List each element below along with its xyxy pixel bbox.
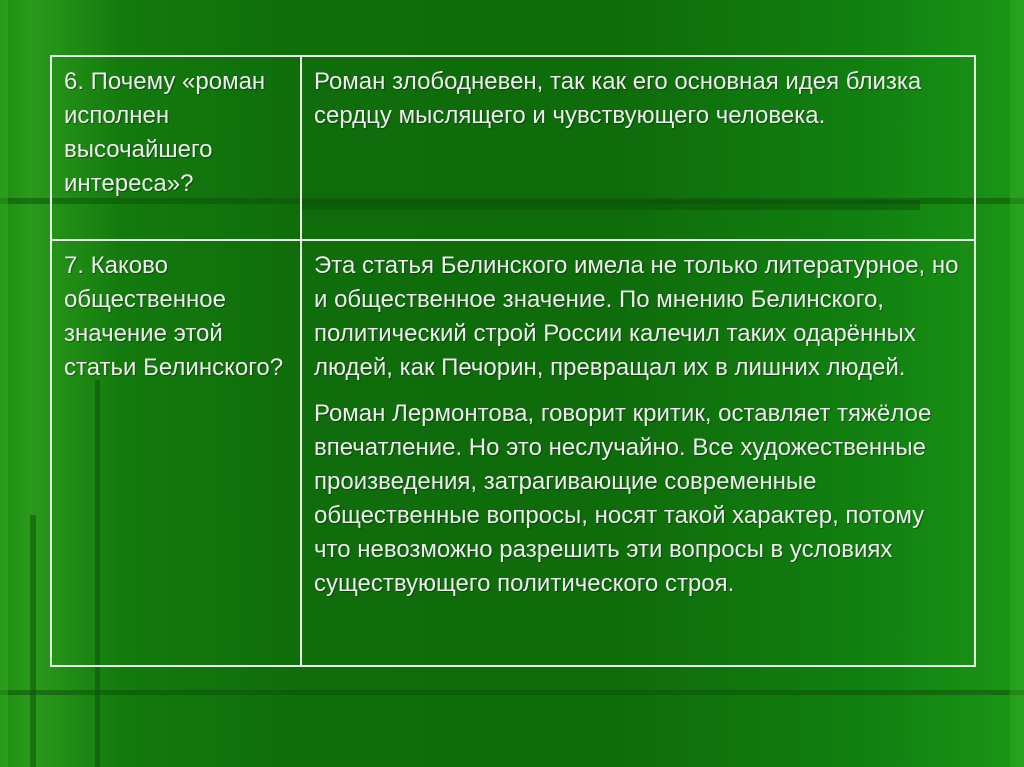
answer-cell — [301, 56, 975, 240]
question-text: 6. Почему «роман исполнен высочайшего интереса»? — [64, 68, 266, 197]
decorative-bar — [30, 515, 36, 767]
table-row — [51, 240, 975, 666]
table-row — [51, 56, 975, 240]
question-text: 7. Каково общественное значение этой статьи Белинского? — [64, 252, 284, 381]
decorative-bar — [1010, 0, 1024, 767]
answer-paragraph: Роман злободневен, так как его основная идея близка сердцу мыслящего и чувствующего человека. — [314, 68, 922, 129]
qa-table — [50, 55, 976, 667]
answer-paragraph: Роман Лермонтова, говорит критик, оставляет тяжёлое впечатление. Но это неслучайно. Все художественные произведения, затрагивающие современные общественные вопросы, носят такой характер, потому что невозможно разрешить эти вопросы в условиях существующего политического строя. — [314, 400, 932, 597]
answer-paragraph: Эта статья Белинского имела не только литературное, но и общественное значение. По мнению Белинского, политический строй России калечил таких одарённых людей, как Печорин, превращал их в лишних людей. — [314, 252, 959, 381]
question-cell — [51, 56, 301, 240]
decorative-bar — [0, 0, 8, 767]
answer-cell — [301, 240, 975, 666]
decorative-bar — [0, 690, 1024, 695]
question-cell — [51, 240, 301, 666]
